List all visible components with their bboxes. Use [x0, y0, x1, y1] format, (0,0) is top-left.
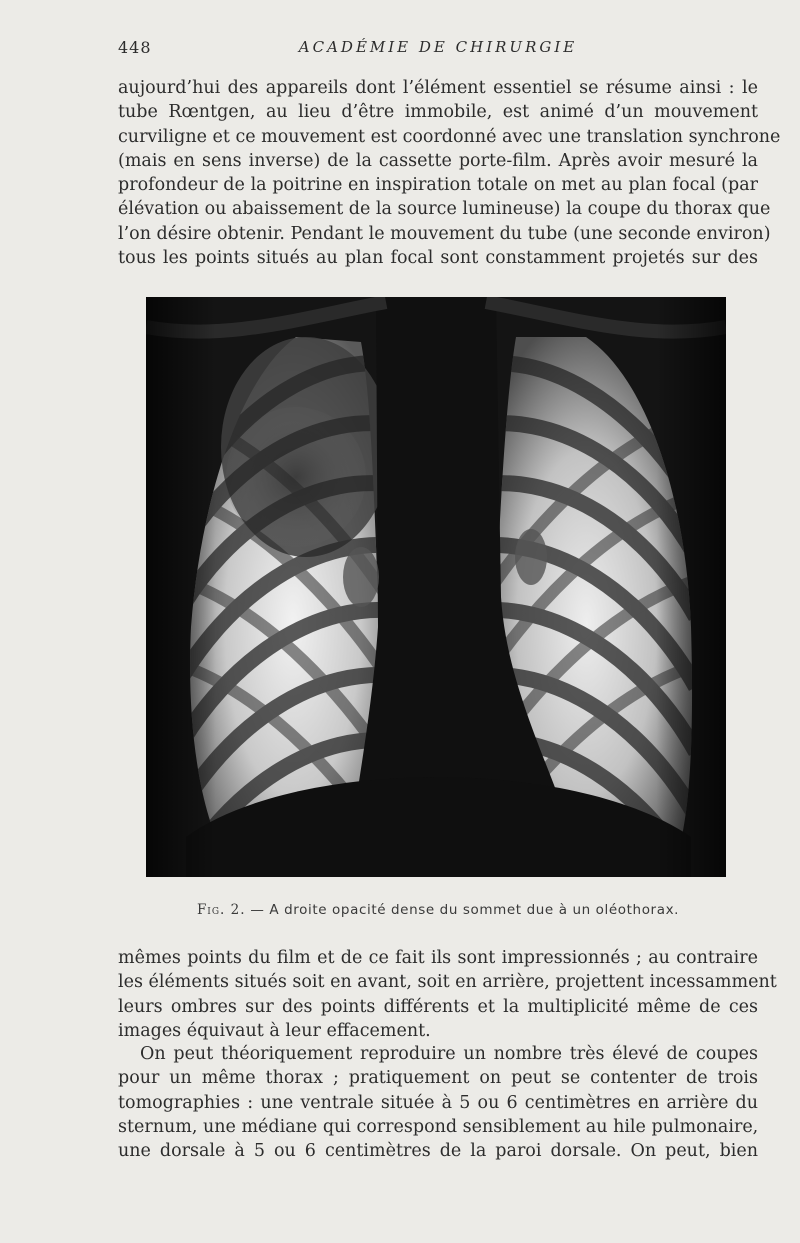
chest-xray-figure — [146, 297, 726, 877]
text-line: l’on désire obtenir. Pendant le mouvement du tube (une seconde environ) — [118, 223, 771, 244]
text-line: curviligne et ce mouvement est coordonné avec une translation synchrone — [118, 126, 781, 147]
paragraph-3 — [118, 1042, 758, 1163]
figure-label: Fig. 2. — [196, 902, 246, 918]
page-header — [118, 38, 758, 60]
text-line: profondeur de la poitrine en inspiration totale on met au plan focal (par — [118, 175, 758, 196]
paragraph-1 — [118, 76, 781, 270]
text-line: mêmes points du film et de ce fait ils sont impressionnés ; au contraire — [118, 948, 758, 968]
page-number: 448 — [118, 38, 152, 57]
figure-caption-text: — A droite opacité dense du sommet due à un oléothorax. — [245, 902, 680, 918]
text-line: élévation ou abaissement de la source lumineuse) la coupe du thorax que — [118, 199, 771, 220]
text-line: leurs ombres sur des points différents et la multiplicité même de ces — [118, 996, 758, 1017]
text-line: sternum, une médiane qui correspond sensiblement au hile pulmonaire, — [118, 1116, 759, 1137]
chest-xray-image — [146, 297, 726, 877]
paragraph-2 — [118, 946, 777, 1043]
text-line: pour un même thorax ; pratiquement on peut se contenter de trois — [118, 1068, 758, 1089]
text-line: tube Rœntgen, au lieu d’être immobile, est animé d’un mouvement — [118, 102, 758, 123]
text-line: tous les points situés au plan focal sont constamment projetés sur des — [118, 248, 758, 269]
text-line: tomographies : une ventrale située à 5 ou 6 centimètres en arrière du — [118, 1092, 758, 1113]
text-line: (mais en sens inverse) de la cassette porte-film. Après avoir mesuré la — [118, 150, 758, 171]
text-line: On peut théoriquement reproduire un nombre très élevé de coupes — [140, 1044, 758, 1064]
text-line: une dorsale à 5 ou 6 centimètres de la paroi dorsale. On peut, bien — [118, 1141, 758, 1162]
text-line: images équivaut à leur effacement. — [118, 1020, 431, 1041]
text-line: aujourd’hui des appareils dont l’élément essentiel se résume ainsi : le — [118, 78, 758, 98]
figure-caption — [118, 902, 758, 918]
running-head: ACADÉMIE DE CHIRURGIE — [298, 38, 578, 56]
text-line: les éléments situés soit en avant, soit en arrière, projettent incessamment — [118, 972, 777, 993]
